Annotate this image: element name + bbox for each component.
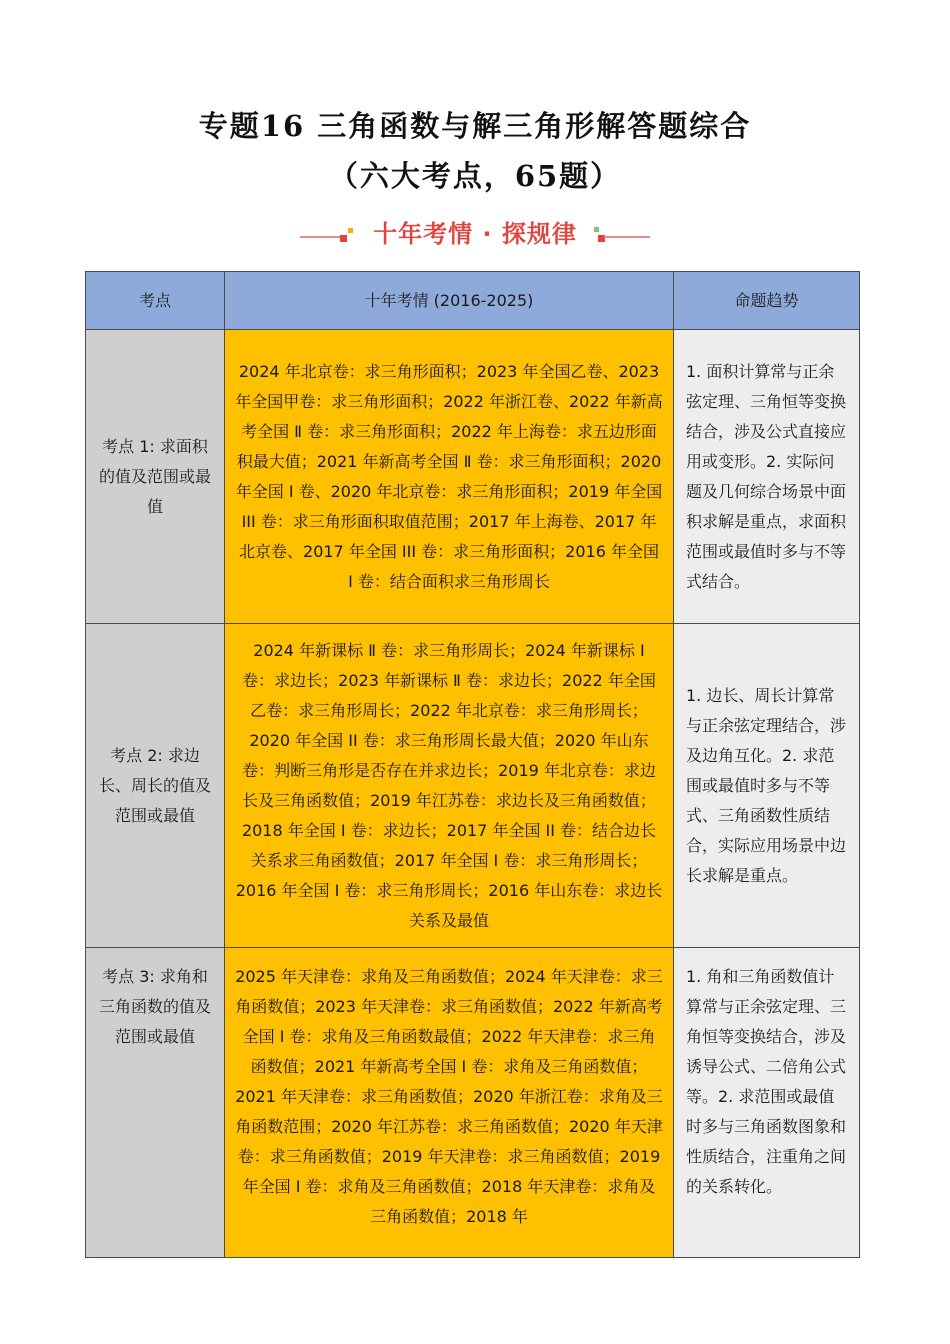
table-row: [86, 330, 860, 624]
trend-cell: 1. 面积计算常与正余弦定理、三角恒等变换结合，涉及公式直接应用或变形。2. 实际问题及几何综合场景中面积求解是重点，求面积范围或最值时多与不等式结合。: [674, 330, 860, 624]
header-history: 十年考情 (2016-2025): [225, 272, 674, 330]
history-cell: 2025 年天津卷：求角及三角函数值；2024 年天津卷：求三角函数值；2023 年天津卷：求三角函数值；2022 年新高考全国 Ⅰ 卷：求角及三角函数最值；2022 年天津卷：求三角函数值；2021 年新高考全国 Ⅰ 卷：求角及三角函数值；2021 年天津卷：求三角函数值；2020 年浙江卷：求角及三角函数范围；2020 年江苏卷：求三角函数值；2020 年天津卷：求三角函数值；2019 年天津卷：求三角函数值；2019 年全国 I 卷：求角及三角函数值；2018 年天津卷：求角及三角函数值；2018 年: [225, 948, 674, 1258]
table-header-row: [86, 272, 860, 330]
header-trend: 命题趋势: [674, 272, 860, 330]
banner-left-dot-icon: [348, 228, 353, 233]
history-cell: 2024 年新课标 Ⅱ 卷：求三角形周长；2024 年新课标 Ⅰ 卷：求边长；2023 年新课标 Ⅱ 卷：求边长；2022 年全国乙卷：求三角形周长；2022 年北京卷：求三角形周长；2020 年全国 II 卷：求三角形周长最大值；2020 年山东卷：判断三角形是否存在并求边长；2019 年北京卷：求边长及三角函数值；2019 年江苏卷：求边长及三角函数值；2018 年全国 I 卷：求边长；2017 年全国 II 卷：结合边长关系求三角函数值；2017 年全国 I 卷：求三角形周长；2016 年全国 I 卷：求三角形周长；2016 年山东卷：求边长关系及最值: [225, 624, 674, 948]
banner-text: 十年考情 · 探规律: [373, 220, 577, 248]
trend-cell: 1. 角和三角函数值计算常与正余弦定理、三角恒等变换结合，涉及诱导公式、二倍角公式等。2. 求范围或最值时多与三角函数图象和性质结合，注重角之间的关系转化。: [674, 948, 860, 1258]
banner-right-dot-icon: [594, 227, 599, 232]
trend-cell: 1. 边长、周长计算常与正余弦定理结合，涉及边角互化。2. 求范围或最值时多与不等式、三角函数性质结合，实际应用场景中边长求解是重点。: [674, 624, 860, 948]
section-banner: [0, 212, 950, 252]
topic-cell: 考点 2: 求边长、周长的值及范围或最值: [86, 624, 225, 948]
topic-cell: 考点 1: 求面积的值及范围或最值: [86, 330, 225, 624]
table-row: [86, 624, 860, 948]
exam-table: [85, 271, 860, 1258]
table-row: [86, 948, 860, 1258]
topic-cell: 考点 3: 求角和三角函数的值及范围或最值: [86, 948, 225, 1258]
header-topic: 考点: [86, 272, 225, 330]
history-cell: 2024 年北京卷：求三角形面积；2023 年全国乙卷、2023 年全国甲卷：求三角形面积；2022 年浙江卷、2022 年新高考全国 Ⅱ 卷：求三角形面积；2022 年上海卷：求五边形面积最大值；2021 年新高考全国 Ⅱ 卷：求三角形面积；2020 年全国 I 卷、2020 年北京卷：求三角形面积；2019 年全国 III 卷：求三角形面积取值范围；2017 年上海卷、2017 年北京卷、2017 年全国 III 卷：求三角形面积；2016 年全国 I 卷：结合面积求三角形周长: [225, 330, 674, 624]
page-subtitle: （六大考点，65题）: [328, 159, 622, 193]
banner-right-line: [604, 236, 650, 238]
page-title: 专题16 三角函数与解三角形解答题综合: [198, 109, 752, 143]
banner-left-square-icon: [340, 235, 347, 242]
